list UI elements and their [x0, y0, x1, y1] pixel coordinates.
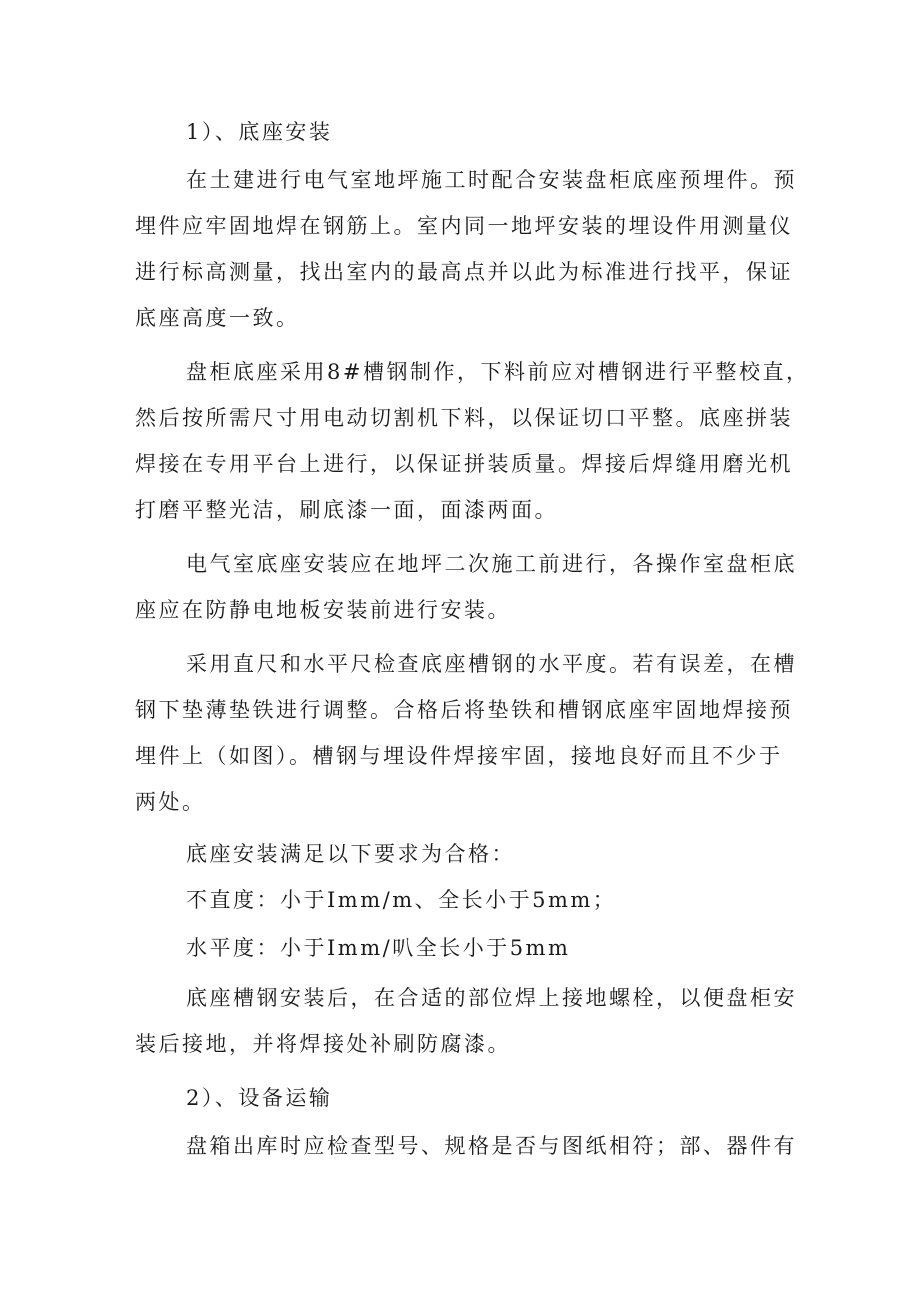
paragraph-line: 在土建进行电气室地坪施工时配合安装盘柜底座预埋件。预: [186, 168, 797, 192]
paragraph-line: 然后按所需尺寸用电动切割机下料，以保证切口平整。底座拼装: [135, 406, 793, 430]
paragraph-line: 座应在防静电地板安装前进行安装。: [135, 598, 511, 622]
paragraph-line: 电气室底座安装应在地坪二次施工前进行，各操作室盘柜底: [186, 552, 797, 576]
requirement-straightness: 不直度：小于Imm/m、全长小于5mm；: [186, 888, 617, 912]
paragraph-line: 底座槽钢安装后，在合适的部位焊上接地螺栓，以便盘柜安: [186, 986, 797, 1010]
paragraph-line: 钢下垫薄垫铁进行调整。合格后将垫铁和槽钢底座牢固地焊接预: [135, 698, 793, 722]
paragraph-line: 两处。: [135, 790, 206, 814]
section-heading-equipment-transport: 2）、设备运输: [186, 1086, 333, 1110]
paragraph-line: 焊接在专用平台上进行，以保证拼装质量。焊接后焊缝用磨光机: [135, 452, 793, 476]
paragraph-line: 盘柜底座采用8#槽钢制作，下料前应对槽钢进行平整校直，: [186, 360, 810, 384]
paragraph-line: 进行标高测量，找出室内的最高点并以此为标准进行找平，保证: [135, 260, 793, 284]
paragraph-line: 打磨平整光洁，刷底漆一面，面漆两面。: [135, 498, 558, 522]
requirements-intro: 底座安装满足以下要求为合格：: [186, 842, 515, 866]
paragraph-line: 埋件应牢固地焊在钢筋上。室内同一地坪安装的埋设件用测量仪: [135, 214, 793, 238]
paragraph-line: 底座高度一致。: [135, 306, 300, 330]
paragraph-line: 装后接地，并将焊接处补刷防腐漆。: [135, 1032, 511, 1056]
paragraph-line: 采用直尺和水平尺检查底座槽钢的水平度。若有误差，在槽: [186, 652, 797, 676]
requirement-levelness: 水平度：小于Imm/叭全长小于5mm: [186, 936, 571, 960]
section-heading-base-installation: 1）、底座安装: [186, 120, 333, 144]
paragraph-line: 盘箱出库时应检查型号、规格是否与图纸相符；部、器件有: [186, 1134, 797, 1158]
paragraph-line: 埋件上（如图）。槽钢与埋设件焊接牢固，接地良好而且不少于: [135, 744, 783, 768]
